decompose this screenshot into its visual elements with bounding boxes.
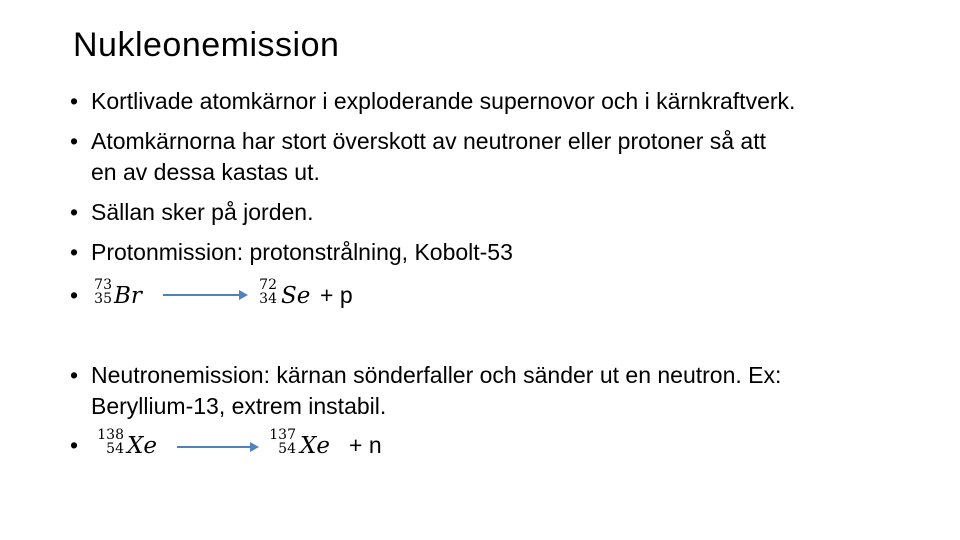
reactant-atomic-number: 35 [94,291,112,307]
emitted-particle: + n [349,432,382,458]
slide-title: Nukleonemission [73,26,340,64]
product-mass-number: 72 [259,277,277,293]
bullet-marker: • [70,432,79,458]
reaction-arrow-icon [163,294,246,296]
bullet-text-continued: Beryllium-13, extrem instabil. [91,393,387,419]
equation-item-neutron [70,427,890,464]
reactant-symbol: Br [114,283,142,309]
bullet-text: Protonmission: protonstrålning, Kobolt-53 [91,239,513,265]
reactant-symbol: Xe [127,433,157,459]
reaction-arrow-icon [177,446,257,448]
product-atomic-number: 54 [278,441,296,457]
product-symbol: Xe [300,433,330,459]
bullet-marker: • [70,282,79,308]
bullet-marker: • [70,199,79,225]
bullet-text: Atomkärnorna har stort överskott av neutroner eller protoner så att [91,128,766,154]
bullet-marker: • [70,88,79,114]
bullet-marker: • [70,239,79,265]
bullet-text: Kortlivade atomkärnor i exploderande supernovor och i kärnkraftverk. [91,88,796,114]
reactant-atomic-number: 54 [106,441,124,457]
bullet-text: Sällan sker på jorden. [91,199,314,225]
product-symbol: Se [281,283,311,309]
equation-item-proton [70,277,890,314]
product-atomic-number: 34 [259,291,277,307]
bullet-text-continued: en av dessa kastas ut. [91,159,320,185]
bullet-text: Neutronemission: kärnan sönderfaller och sänder ut en neutron. Ex: [91,362,782,388]
emitted-particle: + p [320,282,353,308]
reactant-mass-number: 73 [94,277,112,293]
product-mass-number: 137 [269,427,296,443]
bullet-marker: • [70,362,79,388]
reactant-mass-number: 138 [97,427,124,443]
bullet-marker: • [70,128,79,154]
